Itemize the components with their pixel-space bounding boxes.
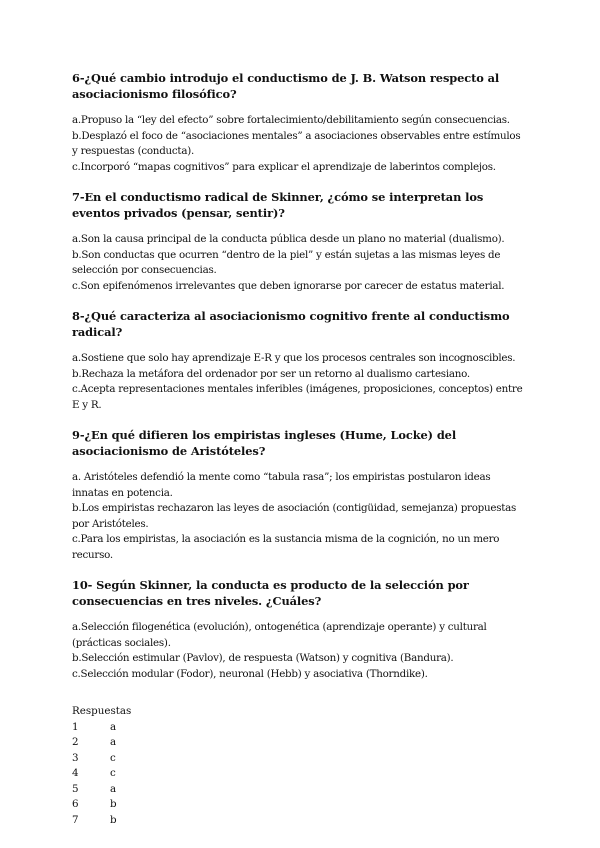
- answer-row: [72, 797, 528, 813]
- answer-number: 2: [72, 736, 79, 748]
- question-6: [72, 70, 528, 175]
- answer-row: [72, 782, 528, 798]
- answer-number: 6: [72, 798, 79, 810]
- answer-letter: c: [110, 751, 116, 764]
- option-a: a.Selección filogenética (evolución), ontogenética (aprendizaje operante) y cultural (prácticas sociales).: [72, 621, 487, 649]
- question-9: [72, 427, 528, 563]
- option-b: b.Los empiristas rechazaron las leyes de asociación (contigüidad, semejanza) propuestas por Aristóteles.: [72, 502, 517, 530]
- option-c: c.Incorporó “mapas cognitivos” para explicar el aprendizaje de laberintos complejos.: [72, 160, 496, 173]
- answer-number: 4: [72, 767, 79, 779]
- option-a: a.Son la causa principal de la conducta pública desde un plano no material (dualismo).: [72, 233, 505, 245]
- answer-number: 3: [72, 751, 79, 764]
- option-b: b.Son conductas que ocurren “dentro de la piel” y están sujetas a las mismas leyes de selección por consecuencias.: [72, 248, 501, 276]
- answer-row: [72, 766, 528, 782]
- answer-letter: a: [110, 782, 117, 795]
- question-10: [72, 577, 528, 682]
- question-7: [72, 189, 528, 294]
- answer-letter: b: [110, 798, 117, 810]
- answer-letter: a: [110, 736, 117, 748]
- answer-row: [72, 751, 528, 767]
- option-a: a.Sostiene que solo hay aprendizaje E-R y que los procesos centrales son incognoscibles.: [72, 352, 516, 364]
- option-c: c.Selección modular (Fodor), neuronal (Hebb) y asociativa (Thorndike).: [72, 667, 428, 680]
- option-c: c.Para los empiristas, la asociación es la sustancia misma de la cognición, no un mero recurso.: [72, 533, 500, 561]
- answer-row: [72, 720, 528, 736]
- document-page: [72, 70, 528, 828]
- option-c: c.Acepta representaciones mentales inferibles (imágenes, proposiciones, conceptos) entre E y R.: [72, 383, 523, 411]
- question-title: 10- Según Skinner, la conducta es producto de la selección por consecuencias en tres niveles. ¿Cuáles?: [72, 578, 469, 608]
- answer-number: 7: [72, 813, 79, 826]
- option-b: b.Rechaza la metáfora del ordenador por ser un retorno al dualismo cartesiano.: [72, 367, 470, 380]
- answer-row: [72, 735, 528, 751]
- option-a: a. Aristóteles defendió la mente como “tabula rasa”; los empiristas postularon ideas innatas en potencia.: [72, 471, 491, 499]
- question-title: 6-¿Qué cambio introdujo el conductismo de J. B. Watson respecto al asociacionismo filosófico?: [72, 71, 500, 101]
- answer-letter: a: [110, 720, 117, 733]
- question-8: [72, 308, 528, 413]
- question-title: 9-¿En qué difieren los empiristas ingleses (Hume, Locke) del asociacionismo de Aristóteles?: [72, 428, 457, 458]
- option-b: b.Selección estimular (Pavlov), de respuesta (Watson) y cognitiva (Bandura).: [72, 652, 454, 664]
- question-title: 7-En el conductismo radical de Skinner, ¿cómo se interpretan los eventos privados (pensar, sentir)?: [72, 190, 484, 220]
- question-title: 8-¿Qué caracteriza al asociacionismo cognitivo frente al conductismo radical?: [72, 309, 510, 339]
- answer-number: 1: [72, 720, 79, 733]
- answers-heading: Respuestas: [72, 705, 132, 717]
- answers-section: [72, 704, 528, 828]
- answer-number: 5: [72, 782, 79, 795]
- option-a: a.Propuso la “ley del efecto” sobre fortalecimiento/debilitamiento según consecuencias.: [72, 114, 510, 126]
- answer-letter: c: [110, 767, 116, 779]
- option-b: b.Desplazó el foco de “asociaciones mentales” a asociaciones observables entre estímulos y respuestas (conducta).: [72, 129, 521, 157]
- option-c: c.Son epifenómenos irrelevantes que deben ignorarse por carecer de estatus material.: [72, 279, 505, 292]
- answer-letter: b: [110, 813, 117, 826]
- answer-row: [72, 813, 528, 829]
